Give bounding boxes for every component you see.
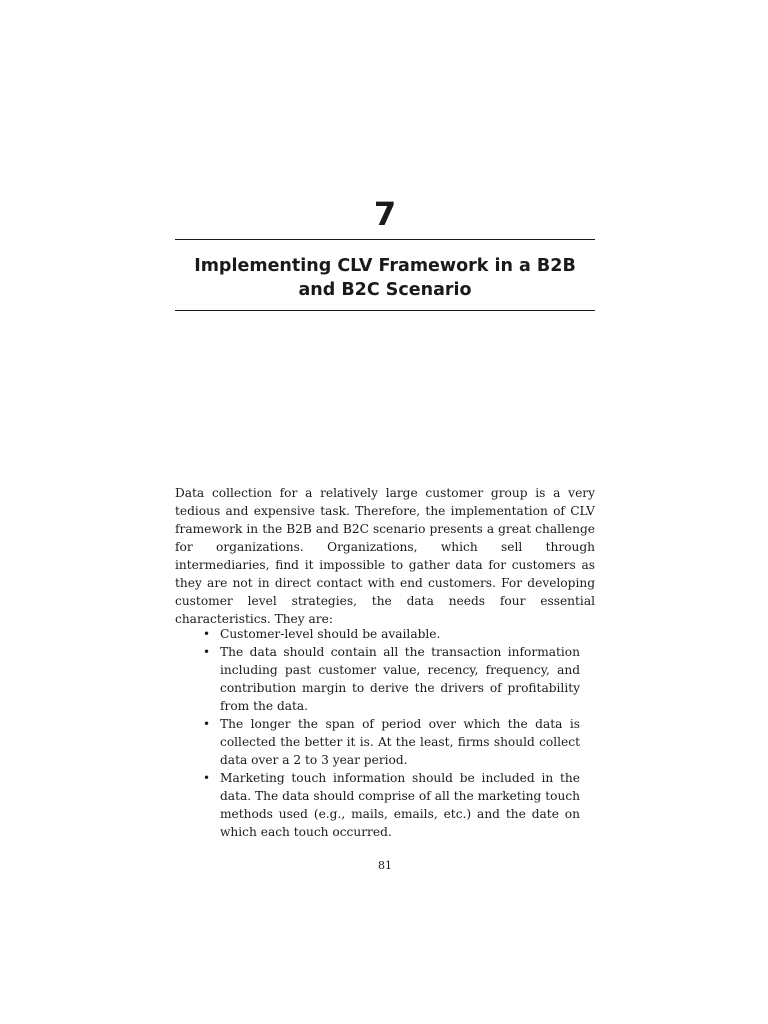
characteristics-list [203,625,580,841]
list-item-text: Marketing touch information should be included in the data. The data should comprise of all the marketing touch methods used (e.g., mails, emails, etc.) and the date on which each touch occurred. [220,771,580,839]
title-top-rule [175,239,595,240]
list-item-text: The data should contain all the transaction information including past customer value, recency, frequency, and contribution margin to derive the drivers of profitability from the data. [220,645,580,713]
bullet-icon: • [203,771,211,785]
list-item [203,643,580,715]
chapter-title: Implementing CLV Framework in a B2B and B2C Scenario [194,256,576,300]
page-number: 81 [378,859,392,872]
list-item [203,625,580,643]
list-item [203,715,580,769]
list-item-text: Customer-level should be available. [220,627,441,641]
list-item-text: The longer the span of period over which the data is collected the better it is. At the least, firms should collect data over a 2 to 3 year period. [220,717,580,767]
list-item [203,769,580,841]
bullet-icon: • [203,645,211,659]
body-text [175,484,595,628]
chapter-number: 7 [373,195,397,233]
title-bottom-rule [175,310,595,311]
bullet-icon: • [203,627,211,641]
intro-paragraph: Data collection for a relatively large customer group is a very tedious and expensive task. Therefore, the implementation of CLV framework in the B2B and B2C scenario presents a great challenge for organizations. Organizations, which sell through intermediaries, find it impossible to gather data for customers as they are not in direct contact with end customers. For developing customer level strategies, the data needs four essential characteristics. They are: [175,486,595,626]
bullet-icon: • [203,717,211,731]
